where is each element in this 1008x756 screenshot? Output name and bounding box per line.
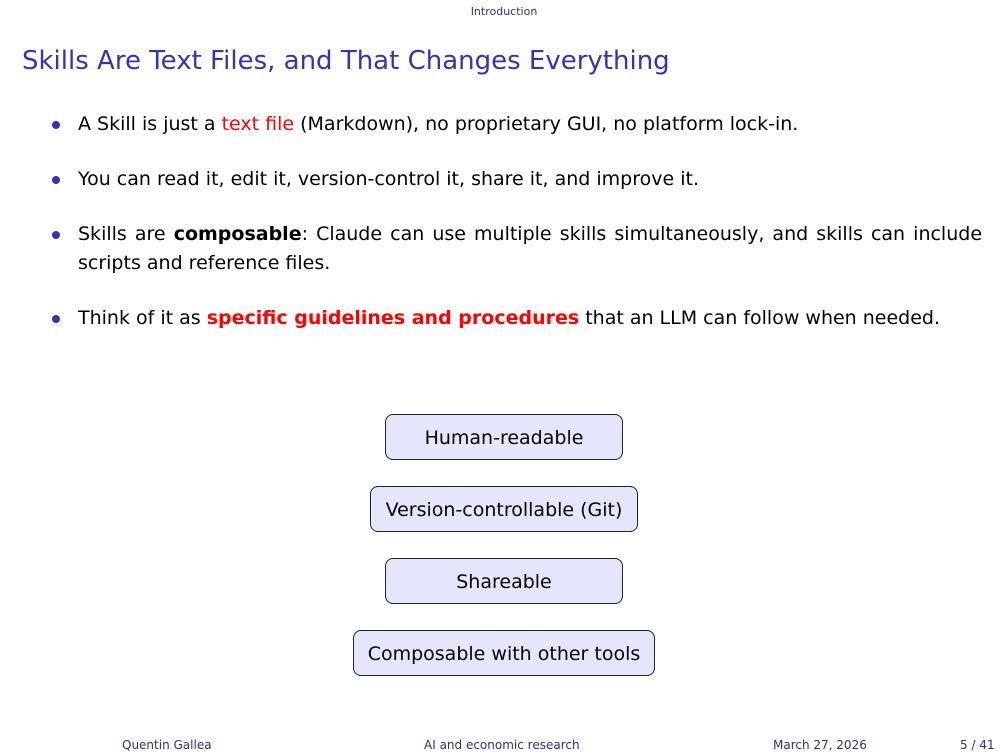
bullet-text: A Skill is just a — [78, 113, 222, 135]
feature-box-human-readable: Human-readable — [385, 414, 623, 460]
highlight-text: specific guidelines and procedures — [206, 307, 580, 329]
bullet-item-read-edit — [48, 165, 982, 194]
footer-page-number: 5 / 41 — [960, 738, 995, 752]
slide-title: Skills Are Text Files, and That Changes Everything — [22, 46, 670, 76]
bullet-text: Think of it as — [78, 307, 207, 329]
bullet-dot-icon — [52, 121, 60, 129]
bold-text: composable — [173, 223, 302, 245]
footer — [0, 738, 1008, 754]
highlight-text: text file — [221, 113, 295, 135]
bullet-dot-icon — [52, 176, 60, 184]
footer-presentation-title: AI and economic research — [424, 738, 580, 752]
footer-date: March 27, 2026 — [773, 738, 867, 752]
footer-author: Quentin Gallea — [122, 738, 212, 752]
bullet-dot-icon — [52, 231, 60, 239]
section-header: Introduction — [470, 5, 538, 18]
bullet-text: (Markdown), no proprietary GUI, no platform lock-in. — [294, 113, 799, 135]
bullet-text: : Claude can use multiple skills simultaneously, and skills can include scripts and reference files. — [78, 223, 983, 274]
bullet-dot-icon — [52, 315, 60, 323]
bullet-text: You can read it, edit it, version-control it, share it, and improve it. — [78, 168, 699, 190]
bullet-item-text-file — [48, 110, 982, 139]
bullet-item-composable — [48, 220, 982, 278]
bullet-text: that an LLM can follow when needed. — [579, 307, 941, 329]
bullet-item-guidelines — [48, 304, 982, 333]
feature-box-shareable: Shareable — [385, 558, 623, 604]
bullet-text: Skills are — [78, 223, 174, 245]
feature-box-composable: Composable with other tools — [353, 630, 655, 676]
bullet-list — [48, 110, 982, 359]
feature-box-version-controllable: Version-controllable (Git) — [370, 486, 638, 532]
